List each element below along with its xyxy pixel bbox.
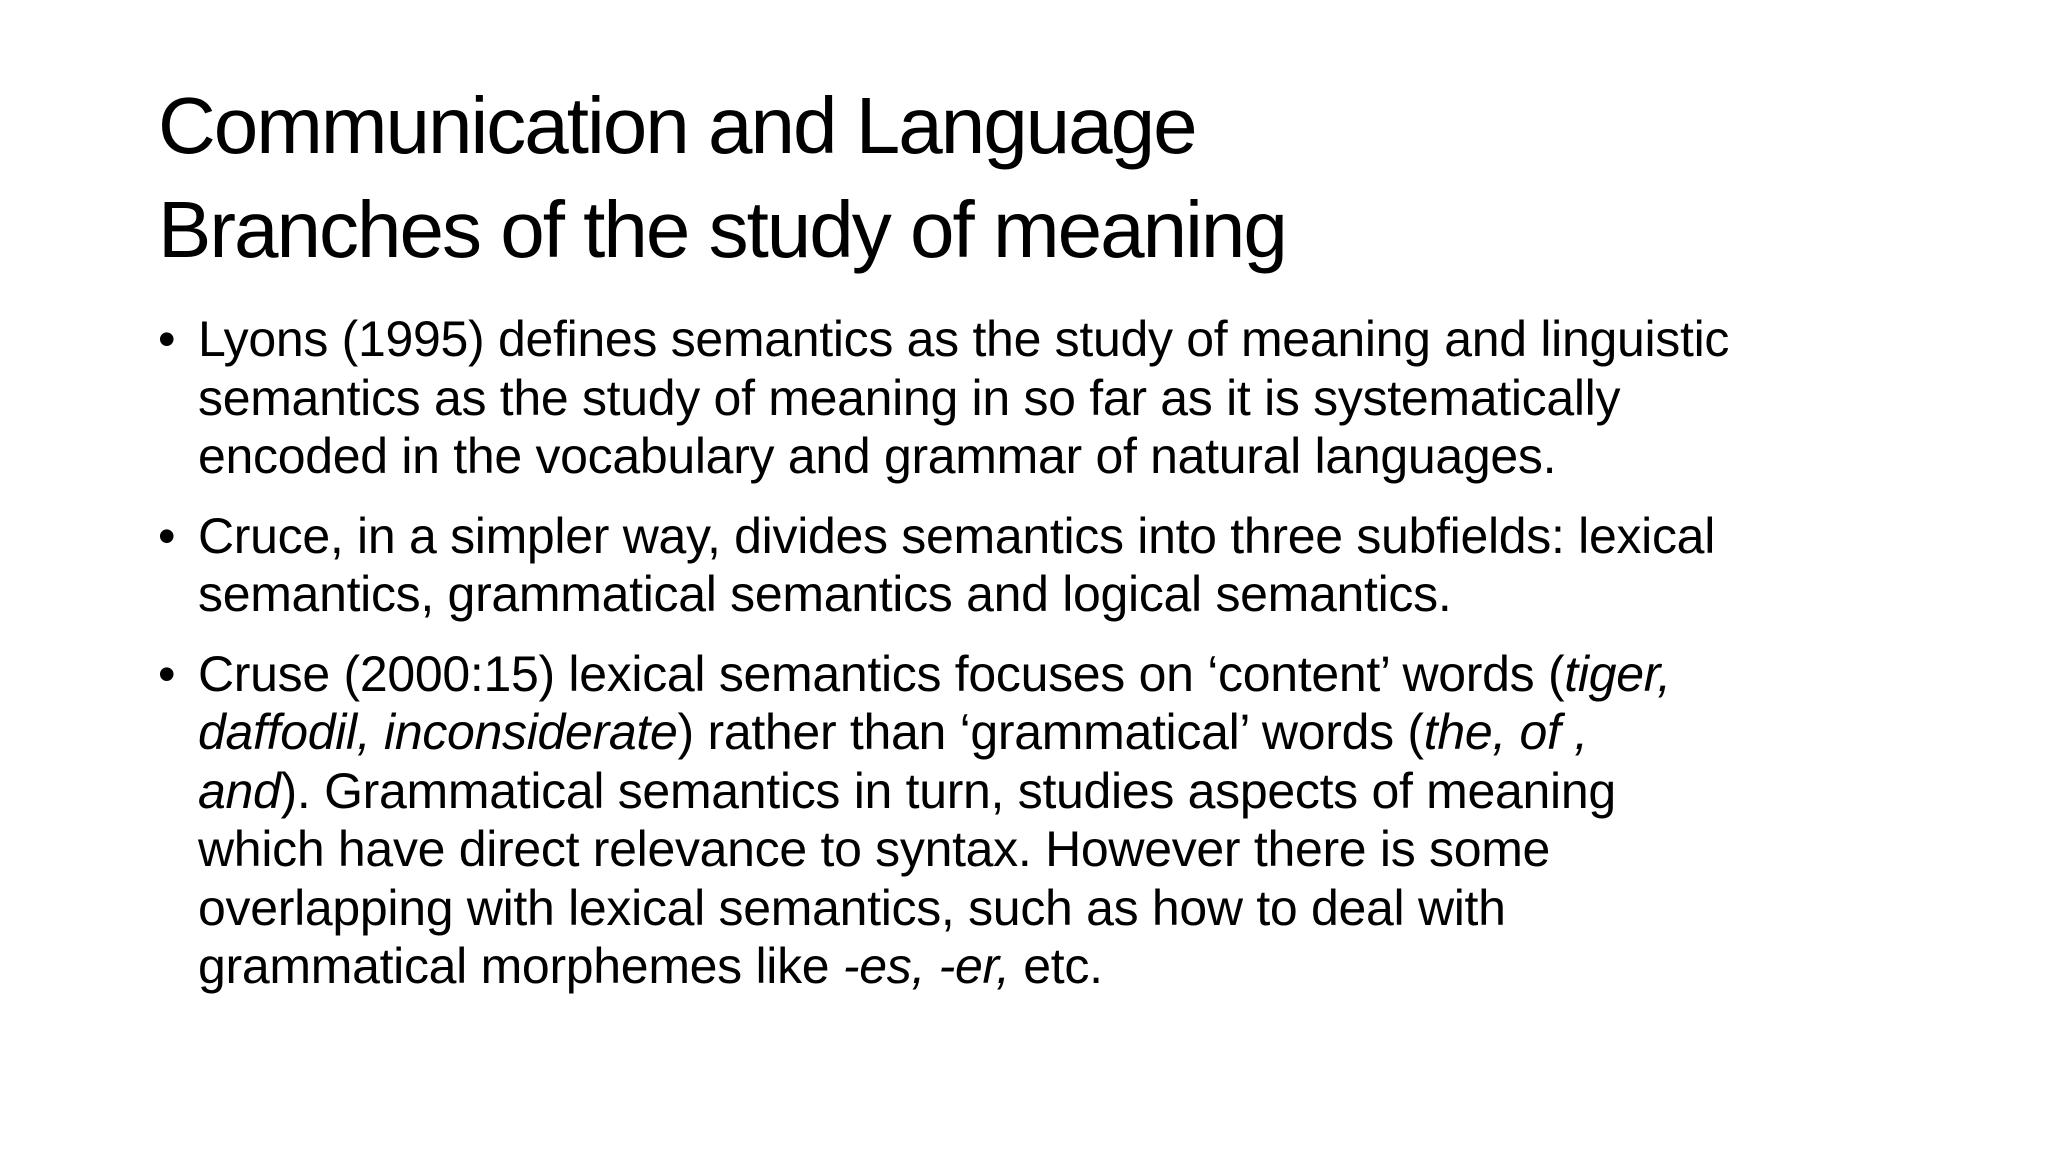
bullet-3-line-6	[198, 937, 1918, 996]
bullet-list	[158, 310, 1918, 1017]
bullet-3-text: ) rather than ‘grammatical’ words (	[677, 704, 1424, 760]
title-line-1: Communication and Language	[158, 81, 1196, 170]
bullet-item-1	[158, 310, 1918, 486]
bullet-1-line-3: encoded in the vocabulary and grammar of natural languages.	[198, 428, 1557, 484]
bullet-3-text: Cruse (2000:15) lexical semantics focuses on ‘content’ words (	[198, 645, 1565, 702]
bullet-icon: •	[158, 311, 176, 367]
bullet-2-line-1: Cruce, in a simpler way, divides semantics into three subfields: lexical	[198, 507, 1715, 564]
bullet-1-line-2: semantics as the study of meaning in so far as it is systematically	[198, 369, 1621, 426]
bullet-3-line-3	[198, 762, 1918, 821]
bullet-3-italic-text: the, of ,	[1423, 704, 1588, 760]
slide-title	[158, 74, 1908, 282]
bullet-3-text: ). Grammatical semantics in turn, studies aspects of meaning	[280, 762, 1616, 819]
bullet-3-line-1	[198, 645, 1918, 704]
bullet-2-line-2: semantics, grammatical semantics and logical semantics.	[198, 566, 1452, 622]
bullet-3-text: grammatical morphemes like	[198, 938, 843, 994]
bullet-icon: •	[158, 507, 176, 564]
bullet-item-2	[158, 507, 1918, 624]
bullet-3-italic-text: daffodil, inconsiderate	[198, 704, 678, 760]
title-line-2: Branches of the study of meaning	[158, 185, 1286, 274]
bullet-item-3	[158, 645, 1918, 996]
bullet-3-italic-text: -es, -er,	[842, 938, 1010, 994]
bullet-3-italic-text: tiger,	[1564, 645, 1671, 702]
bullet-3-italic-text: and	[198, 762, 281, 819]
bullet-1-line-1: Lyons (1995) defines semantics as the study of meaning and linguistic	[198, 311, 1730, 367]
bullet-icon: •	[158, 645, 176, 702]
bullet-3-text: etc.	[1009, 938, 1103, 994]
bullet-3-line-4: which have direct relevance to syntax. However there is some	[198, 821, 1551, 877]
bullet-3-line-5: overlapping with lexical semantics, such as how to deal with	[198, 879, 1506, 936]
bullet-3-line-2	[198, 703, 1918, 762]
